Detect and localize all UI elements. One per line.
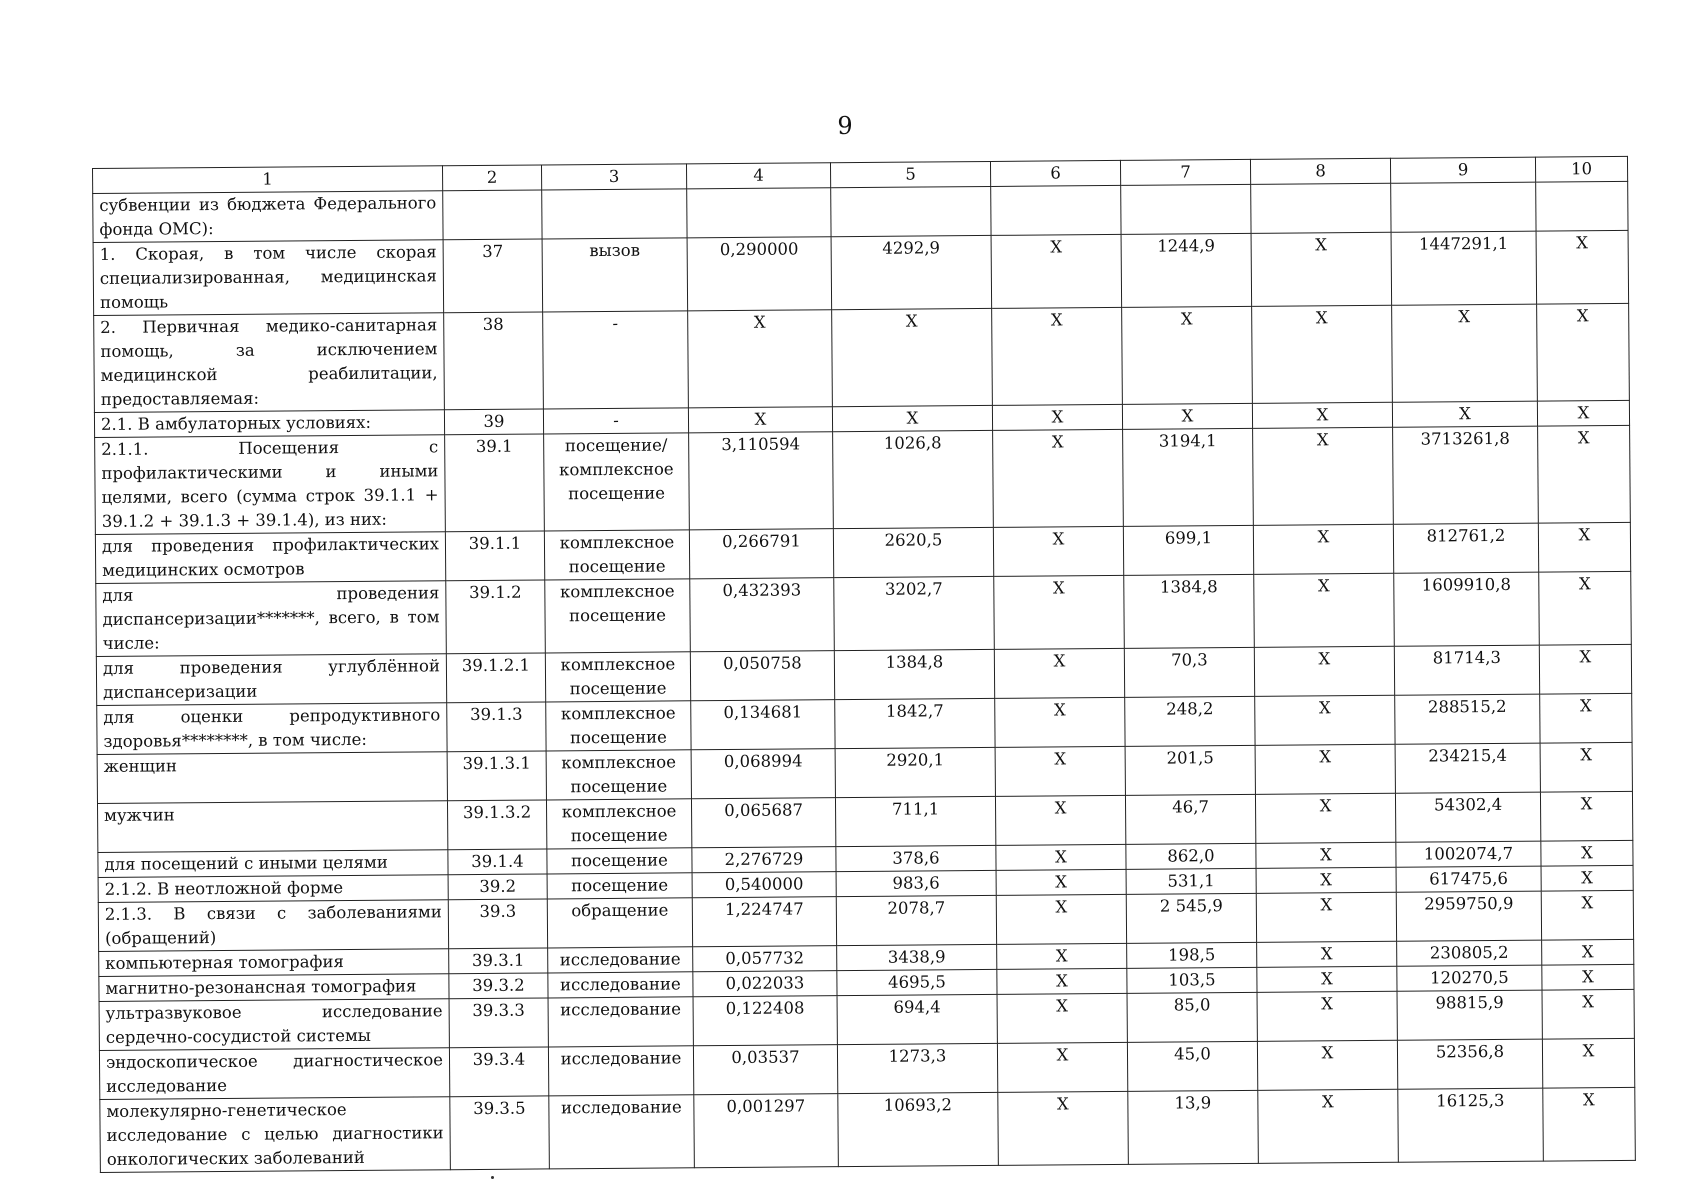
cell-norm-volume: 2,276729 <box>692 847 836 873</box>
cell-row-code: 39.1.1 <box>445 531 544 581</box>
cell-unit: комплексное посещение <box>545 652 690 702</box>
cell-col-6: X <box>997 943 1127 969</box>
cell-unit: - <box>543 408 688 434</box>
cell-col-10: X <box>1541 865 1633 891</box>
cell-col-10: X <box>1540 742 1632 792</box>
cell-col-8: X <box>1256 867 1396 893</box>
cell-col-10: X <box>1536 230 1629 304</box>
cell-col-7: 3194,1 <box>1123 428 1254 526</box>
cell-row-name: для проведения диспансеризации*******, всего, в том числе: <box>96 581 447 657</box>
cell-col-7: 531,1 <box>1126 868 1256 894</box>
stray-mark <box>491 1176 494 1179</box>
cell-col-6: X <box>992 307 1123 405</box>
cell-col-10: X <box>1541 840 1633 866</box>
cell-col-7: 248,2 <box>1125 696 1255 746</box>
cell-norm-cost: 2920,1 <box>835 747 995 797</box>
cell-row-code: 39.3.4 <box>449 1047 548 1097</box>
cell-row-code: 39.3.3 <box>449 998 548 1048</box>
cell-col-9: 234215,4 <box>1395 743 1540 793</box>
cell-row-name: эндоскопическое диагностическое исследование <box>99 1048 449 1100</box>
cell-norm-cost: 1384,8 <box>834 649 994 699</box>
cell-norm-cost: X <box>832 405 992 431</box>
cell-col-8: X <box>1257 1040 1397 1090</box>
cell-row-name: 2. Первичная медико-санитарная помощь, за исключением медицинской реабилитации, предоставляемая: <box>94 313 445 413</box>
cell-norm-volume <box>687 188 831 238</box>
cell-unit: исследование <box>548 997 693 1047</box>
cell-norm-volume: 0,266791 <box>689 529 833 579</box>
cell-col-6: X <box>995 795 1125 845</box>
cell-norm-cost: 694,4 <box>837 994 997 1044</box>
cell-col-9: 3713261,8 <box>1393 426 1539 524</box>
cell-norm-volume: 0,065687 <box>691 798 835 848</box>
cell-col-7: 103,5 <box>1127 967 1257 993</box>
cell-unit: исследование <box>549 1095 695 1169</box>
cell-row-name: 2.1. В амбулаторных условиях: <box>94 410 444 438</box>
cell-col-8: X <box>1257 966 1397 992</box>
cell-col-7: X <box>1122 403 1252 429</box>
cell-norm-cost: 2078,7 <box>836 895 996 945</box>
cell-col-8: X <box>1253 524 1393 574</box>
cell-col-7: 1244,9 <box>1121 233 1252 307</box>
cell-row-code: 39.1.3.2 <box>447 800 546 850</box>
cell-row-name: субвенции из бюджета Федерального фонда ОМС): <box>93 191 443 243</box>
cell-norm-volume: 0,03537 <box>693 1045 837 1095</box>
cell-norm-cost: 10693,2 <box>838 1092 999 1166</box>
cell-unit: вызов <box>542 238 688 312</box>
column-number: 7 <box>1120 159 1250 185</box>
cell-unit: обращение <box>547 898 692 948</box>
cell-col-8: X <box>1257 941 1397 967</box>
cell-col-10: X <box>1542 1038 1634 1088</box>
cell-col-8: X <box>1256 892 1396 942</box>
cell-col-6: X <box>996 869 1126 895</box>
cell-unit: исследование <box>548 972 693 998</box>
cell-col-7: 1384,8 <box>1124 574 1255 648</box>
cell-col-8: X <box>1258 1089 1399 1163</box>
cell-col-9: X <box>1392 401 1537 427</box>
cell-row-code: 39.3.5 <box>450 1096 550 1170</box>
cell-col-10: X <box>1539 571 1632 645</box>
cell-col-7: 699,1 <box>1123 525 1253 575</box>
data-table <box>92 156 1636 1173</box>
table-row <box>93 230 1629 315</box>
cell-row-code: 39.1.3.1 <box>447 751 546 801</box>
cell-col-6: X <box>997 968 1127 994</box>
cell-row-name: женщин <box>97 752 447 804</box>
column-number: 2 <box>442 165 541 191</box>
cell-col-9: 16125,3 <box>1398 1088 1544 1162</box>
cell-norm-volume: 0,068994 <box>691 749 835 799</box>
column-number: 8 <box>1250 158 1390 184</box>
cell-norm-cost: 3202,7 <box>834 576 995 650</box>
cell-col-6: X <box>996 894 1126 944</box>
cell-unit: исследование <box>548 1046 693 1096</box>
table-container <box>92 156 1635 1173</box>
cell-row-code: 39.1.4 <box>448 849 547 875</box>
cell-row-name: магнитно-резонансная томография <box>99 974 449 1002</box>
cell-col-8: X <box>1254 573 1395 647</box>
cell-col-10 <box>1536 181 1628 231</box>
cell-col-8: X <box>1253 427 1394 525</box>
cell-col-10: X <box>1538 425 1631 523</box>
cell-norm-volume: 0,290000 <box>687 237 832 311</box>
column-number: 5 <box>830 161 990 187</box>
cell-col-9: 617475,6 <box>1396 866 1541 892</box>
cell-col-10: X <box>1541 890 1633 940</box>
cell-row-name: молекулярно-генетическое исследование с целью диагностики онкологических заболеваний <box>100 1097 451 1173</box>
cell-col-9: 54302,4 <box>1395 792 1540 842</box>
cell-norm-volume: 0,540000 <box>692 872 836 898</box>
cell-col-8 <box>1251 183 1391 233</box>
cell-col-6: X <box>995 746 1125 796</box>
cell-col-6: X <box>996 844 1126 870</box>
cell-col-9: 120270,5 <box>1397 965 1542 991</box>
cell-col-10: X <box>1537 400 1629 426</box>
cell-unit: - <box>543 311 689 409</box>
table-body <box>93 156 1636 1172</box>
cell-norm-volume: X <box>688 310 833 408</box>
cell-col-6: X <box>994 575 1125 649</box>
cell-col-10: X <box>1542 964 1634 990</box>
cell-unit: посещение <box>547 848 692 874</box>
cell-row-name: ультразвуковое исследование сердечно-сосудистой системы <box>99 999 449 1051</box>
cell-norm-cost: 378,6 <box>836 845 996 871</box>
cell-norm-cost <box>831 186 991 236</box>
cell-col-6: X <box>997 993 1127 1043</box>
table-row <box>95 425 1631 534</box>
cell-norm-cost: 4695,5 <box>837 969 997 995</box>
cell-row-code: 39.3.2 <box>449 973 548 999</box>
cell-norm-cost: 711,1 <box>835 796 995 846</box>
cell-col-9: 1609910,8 <box>1394 572 1540 646</box>
cell-col-8: X <box>1255 793 1395 843</box>
cell-row-name: компьютерная томография <box>99 949 449 977</box>
cell-row-name: мужчин <box>97 801 447 853</box>
cell-col-6: X <box>997 1042 1127 1092</box>
column-number: 10 <box>1535 156 1627 182</box>
cell-norm-volume: X <box>688 407 832 433</box>
column-number: 6 <box>990 160 1120 186</box>
cell-col-8: X <box>1255 744 1395 794</box>
cell-unit: посещение <box>547 873 692 899</box>
cell-norm-volume: 0,134681 <box>691 700 835 750</box>
cell-row-code: 39.1 <box>445 434 545 532</box>
page-number: 9 <box>837 112 853 140</box>
cell-col-6: X <box>993 526 1123 576</box>
cell-col-9: 52356,8 <box>1397 1039 1542 1089</box>
cell-norm-volume: 0,432393 <box>690 578 835 652</box>
cell-unit <box>542 189 687 239</box>
cell-col-6: X <box>998 1091 1129 1165</box>
cell-col-8: X <box>1255 695 1395 745</box>
cell-col-6: X <box>992 404 1122 430</box>
cell-col-8: X <box>1252 305 1393 403</box>
cell-col-7: 201,5 <box>1125 745 1255 795</box>
cell-row-name: для проведения профилактических медицинских осмотров <box>95 532 445 584</box>
cell-col-10: X <box>1543 1087 1636 1161</box>
cell-norm-cost: X <box>832 308 993 406</box>
cell-row-name: для проведения углублённой диспансеризации <box>96 654 446 706</box>
cell-col-9: 2959750,9 <box>1396 891 1541 941</box>
cell-norm-volume: 0,122408 <box>693 996 837 1046</box>
cell-col-6: X <box>994 648 1124 698</box>
cell-row-code: 37 <box>443 239 543 313</box>
cell-row-code: 38 <box>444 312 544 410</box>
cell-col-8: X <box>1257 991 1397 1041</box>
cell-col-6 <box>991 185 1121 235</box>
cell-norm-cost: 3438,9 <box>837 944 997 970</box>
cell-col-9: 812761,2 <box>1393 523 1538 573</box>
cell-unit: комплексное посещение <box>546 750 691 800</box>
column-number: 4 <box>686 163 830 189</box>
cell-col-7: 45,0 <box>1127 1041 1257 1091</box>
cell-unit: комплексное посещение <box>546 701 691 751</box>
cell-col-7 <box>1121 184 1251 234</box>
cell-col-10: X <box>1538 522 1630 572</box>
cell-col-10: X <box>1542 989 1634 1039</box>
cell-row-name: 2.1.1. Посещения с профилактическими и иными целями, всего (сумма строк 39.1.1 + 39.1.2 + 39.1.3 + 39.1.4), из них: <box>95 435 446 535</box>
column-number: 1 <box>93 166 443 194</box>
cell-norm-volume: 0,050758 <box>690 651 834 701</box>
cell-col-6: X <box>995 697 1125 747</box>
cell-norm-volume: 1,224747 <box>692 897 836 947</box>
cell-col-8: X <box>1256 842 1396 868</box>
cell-col-10: X <box>1537 303 1630 401</box>
cell-norm-cost: 2620,5 <box>833 527 993 577</box>
cell-norm-cost: 1842,7 <box>835 698 995 748</box>
cell-col-9: 230805,2 <box>1397 940 1542 966</box>
cell-norm-volume: 0,057732 <box>693 946 837 972</box>
cell-col-6: X <box>991 234 1122 308</box>
cell-unit: комплексное посещение <box>546 799 691 849</box>
cell-col-10: X <box>1539 644 1631 694</box>
cell-col-9: 1002074,7 <box>1396 841 1541 867</box>
cell-norm-cost: 4292,9 <box>831 235 992 309</box>
cell-col-7: 85,0 <box>1127 992 1257 1042</box>
cell-row-name: для оценки репродуктивного здоровья********, в том числе: <box>97 703 447 755</box>
cell-col-9: 288515,2 <box>1395 694 1540 744</box>
table-row <box>94 303 1630 412</box>
cell-row-code: 39.3.1 <box>449 948 548 974</box>
cell-unit: комплексное посещение <box>544 530 689 580</box>
cell-col-10: X <box>1540 693 1632 743</box>
cell-row-code: 39.3 <box>448 899 547 949</box>
cell-unit: исследование <box>548 947 693 973</box>
cell-col-8: X <box>1254 646 1394 696</box>
cell-row-code: 39.1.2 <box>446 580 546 654</box>
cell-unit: посещение/ комплексное посещение <box>544 433 690 531</box>
cell-col-7: X <box>1122 306 1253 404</box>
cell-norm-cost: 1273,3 <box>837 1043 997 1093</box>
cell-col-7: 2 545,9 <box>1126 893 1256 943</box>
cell-norm-cost: 983,6 <box>836 870 996 896</box>
column-number: 9 <box>1390 157 1535 183</box>
cell-col-9: 1447291,1 <box>1391 231 1537 305</box>
cell-row-name: 2.1.2. В неотложной форме <box>98 875 448 903</box>
table-row <box>100 1087 1636 1172</box>
cell-norm-volume: 0,022033 <box>693 971 837 997</box>
cell-row-name: 1. Скорая, в том числе скорая специализированная, медицинская помощь <box>93 240 444 316</box>
cell-row-code: 39.1.2.1 <box>446 653 545 703</box>
cell-row-code: 39.1.3 <box>447 702 546 752</box>
cell-row-code: 39 <box>444 409 543 435</box>
cell-col-8: X <box>1251 232 1392 306</box>
cell-col-7: 13,9 <box>1128 1090 1259 1164</box>
cell-row-name: для посещений с иными целями <box>98 850 448 878</box>
cell-row-code: 39.2 <box>448 874 547 900</box>
cell-col-7: 46,7 <box>1125 794 1255 844</box>
cell-col-9: 98815,9 <box>1397 990 1542 1040</box>
cell-col-8: X <box>1252 402 1392 428</box>
cell-norm-cost: 1026,8 <box>833 430 994 528</box>
column-number: 3 <box>541 164 686 190</box>
cell-row-code <box>443 190 542 240</box>
cell-col-10: X <box>1540 791 1632 841</box>
table-row <box>96 571 1632 656</box>
cell-unit: комплексное посещение <box>545 579 691 653</box>
cell-col-9: X <box>1392 304 1538 402</box>
cell-col-7: 862,0 <box>1126 843 1256 869</box>
cell-col-10: X <box>1542 939 1634 965</box>
cell-col-9 <box>1391 182 1536 232</box>
cell-col-6: X <box>993 429 1124 527</box>
cell-col-9: 81714,3 <box>1394 645 1539 695</box>
cell-col-7: 198,5 <box>1127 942 1257 968</box>
cell-row-name: 2.1.3. В связи с заболеваниями (обращений) <box>98 900 448 952</box>
cell-norm-volume: 0,001297 <box>694 1094 839 1168</box>
cell-col-7: 70,3 <box>1124 647 1254 697</box>
cell-norm-volume: 3,110594 <box>689 432 834 530</box>
